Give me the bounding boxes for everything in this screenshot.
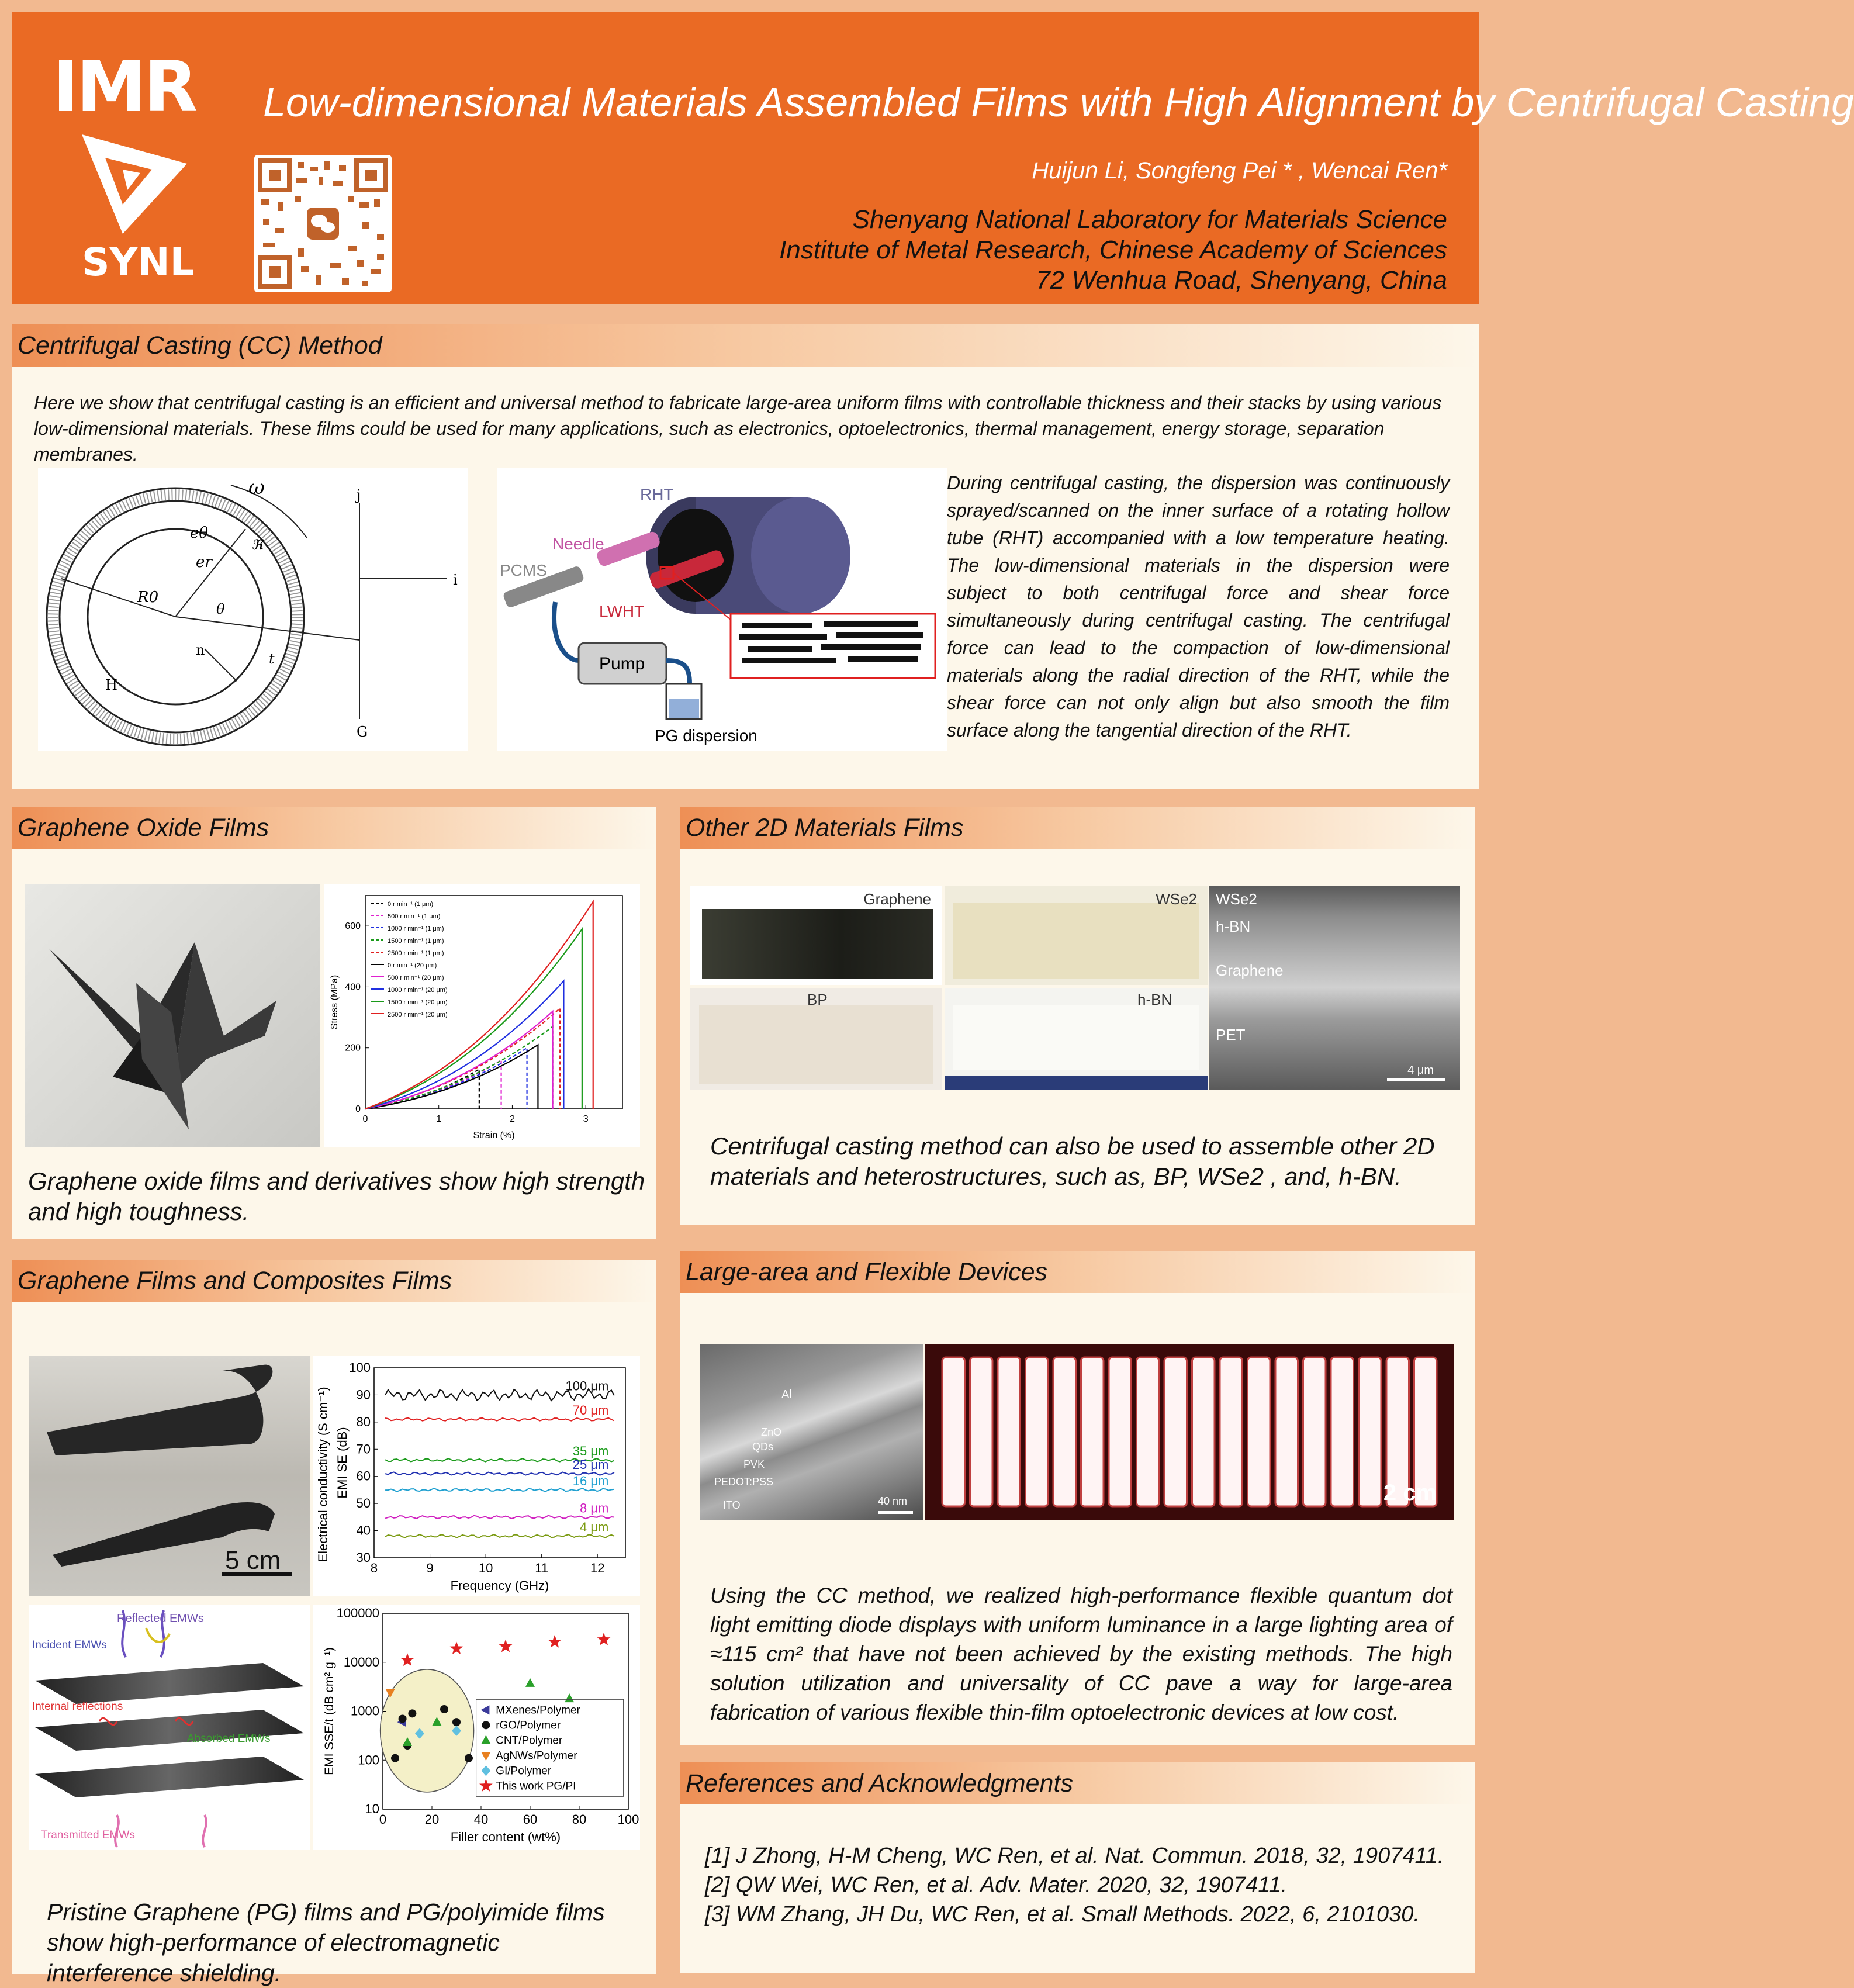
y-axis-label: EMI SSE/t (dB cm² g⁻¹) <box>323 1647 336 1775</box>
data-point <box>408 1709 416 1717</box>
data-point <box>401 1653 414 1666</box>
omega-label: ω <box>248 476 265 499</box>
light-emitting-stripe <box>1303 1357 1326 1506</box>
cc-setup-schematic <box>497 468 947 751</box>
legend-label: 0 r min⁻¹ (20 μm) <box>388 962 437 969</box>
light-emitting-stripe <box>998 1357 1021 1506</box>
light-emitting-stripe <box>1109 1357 1132 1506</box>
data-point <box>482 1721 490 1729</box>
photo-label: Graphene <box>863 890 931 908</box>
legend-label: 1000 r min⁻¹ (20 μm) <box>388 987 448 994</box>
y-axis-label-2: Electrical conductivity (S cm⁻¹) <box>316 1387 330 1562</box>
emw-label: Absorbed EMWs <box>187 1733 271 1745</box>
data-point <box>450 1641 464 1654</box>
tem-label: PVK <box>743 1458 765 1470</box>
r0-label: R0 <box>137 589 159 606</box>
y-tick-label: 80 <box>356 1414 371 1429</box>
tem-scale-bar <box>878 1511 913 1514</box>
y-tick-label: 30 <box>356 1550 371 1565</box>
x-tick-label: 10 <box>478 1561 493 1575</box>
lwht-label: LWHT <box>599 602 645 620</box>
graphene-film-photo <box>690 886 942 985</box>
emi-curve <box>385 1516 614 1519</box>
g-label: G <box>357 724 368 740</box>
n-label: n <box>196 642 205 658</box>
tem-label: PEDOT:PSS <box>714 1476 774 1488</box>
x-tick-label: 80 <box>572 1812 587 1827</box>
e-r-label: er <box>196 554 212 571</box>
sem-scale-label: 4 μm <box>1407 1064 1434 1077</box>
photo-label: BP <box>807 991 828 1008</box>
emi-se-chart <box>313 1356 640 1596</box>
hbn-film-photo <box>945 988 1208 1090</box>
display-scale-label: 2 cm <box>1383 1480 1437 1506</box>
x-tick-label: 12 <box>590 1561 605 1575</box>
emw-label: Incident EMWs <box>32 1639 107 1651</box>
graphene-films-panel <box>12 1260 656 1986</box>
series-label: 100 μm <box>565 1378 609 1394</box>
paper-crane-photo <box>25 884 320 1147</box>
y-tick-label: 100 <box>349 1360 371 1375</box>
y-tick-label: 200 <box>345 1043 361 1053</box>
series-label: 25 μm <box>572 1457 609 1472</box>
x-axis-label: Filler content (wt%) <box>450 1830 561 1844</box>
legend-label: 2500 r min⁻¹ (20 μm) <box>388 1011 448 1018</box>
r-script-label: ℜ <box>251 537 263 553</box>
t-label: t <box>269 651 275 667</box>
x-tick-label: 3 <box>583 1114 589 1124</box>
light-emitting-stripe <box>1331 1357 1354 1506</box>
light-emitting-stripe <box>1053 1357 1076 1506</box>
y-tick-label: 10000 <box>343 1654 379 1669</box>
y-tick-label: 10 <box>365 1802 379 1816</box>
legend-label: 2500 r min⁻¹ (1 μm) <box>388 950 444 957</box>
tem-label: Al <box>781 1388 792 1401</box>
wechat-qr-code[interactable] <box>254 155 392 292</box>
emw-label: Reflected EMWs <box>117 1612 204 1625</box>
data-point <box>565 1693 574 1702</box>
poster-title: Low-dimensional Materials Assembled Films with High Alignment by Centrifugal Casting <box>263 79 1854 125</box>
pump-label: Pump <box>599 654 645 673</box>
pcms-label: PCMS <box>500 561 547 579</box>
go-caption: Graphene oxide films and derivatives show high strength and high toughness. <box>28 1167 645 1225</box>
y-tick-label: 60 <box>356 1468 371 1484</box>
imr-logo: IMR <box>53 47 196 128</box>
photo-scale-label: 5 cm <box>225 1546 281 1575</box>
y-tick-label: 0 <box>355 1104 361 1114</box>
data-point <box>479 1779 493 1792</box>
data-point <box>525 1678 535 1687</box>
data-point <box>465 1754 473 1762</box>
legend-label: AgNWs/Polymer <box>496 1750 577 1762</box>
wse2-film-photo <box>945 886 1208 985</box>
emi-curve <box>385 1418 614 1421</box>
x-tick-label: 0 <box>379 1812 387 1827</box>
stress-strain-chart <box>324 884 640 1147</box>
x-tick-label: 9 <box>426 1561 434 1575</box>
affiliation-line: Institute of Metal Research, Chinese Academy of Sciences <box>779 236 1447 264</box>
tem-label: ITO <box>723 1499 741 1511</box>
devices-panel <box>680 1251 1475 1745</box>
sem-label: WSe2 <box>1216 890 1257 908</box>
stress-curve <box>365 1008 560 1109</box>
reference-item: [3] WM Zhang, JH Du, WC Ren, et al. Small Methods. 2022, 6, 2101030. <box>705 1902 1420 1927</box>
gf-caption: Pristine Graphene (PG) films and PG/polyimide films show high-performance of electromagnetic interference shielding. <box>47 1899 605 1986</box>
go-panel <box>12 807 656 1239</box>
sem-label: h-BN <box>1216 918 1251 935</box>
light-emitting-stripe <box>1137 1357 1160 1506</box>
x-tick-label: 60 <box>523 1812 538 1827</box>
series-label: 4 μm <box>579 1519 609 1534</box>
needle-label: Needle <box>552 535 604 553</box>
x-tick-label: 20 <box>424 1812 440 1827</box>
legend-label: CNT/Polymer <box>496 1734 563 1747</box>
light-emitting-stripe <box>1220 1357 1243 1506</box>
synl-logo-text: SYNL <box>82 240 195 285</box>
light-emitting-stripe <box>1248 1357 1271 1506</box>
other2d-caption: Centrifugal casting method can also be used to assemble other 2D materials and heterostructures, such as, BP, WSe2 , and, h-BN. <box>710 1132 1435 1190</box>
synl-triangle-logo <box>82 134 187 234</box>
light-emitting-stripe <box>1026 1357 1049 1506</box>
heterostructure-sem-image <box>1209 886 1460 1090</box>
x-tick-label: 0 <box>362 1114 368 1124</box>
x-axis-label: Strain (%) <box>473 1130 515 1140</box>
data-point <box>480 1705 489 1714</box>
emw-shielding-schematic <box>29 1605 310 1850</box>
data-point <box>481 1752 490 1761</box>
cc-method-panel <box>12 324 1479 789</box>
legend-label: 0 r min⁻¹ (1 μm) <box>388 901 434 908</box>
tem-label: ZnO <box>761 1426 782 1438</box>
emi-sse-scatter-chart <box>313 1605 640 1850</box>
data-point <box>452 1718 461 1726</box>
qled-display-photo <box>925 1344 1454 1520</box>
section-heading: Graphene Films and Composites Films <box>12 1260 656 1302</box>
light-emitting-stripe <box>1164 1357 1187 1506</box>
bp-film-photo <box>690 988 942 1090</box>
other2d-panel <box>680 807 1475 1225</box>
e-theta-label: eθ <box>190 524 209 542</box>
emw-label: Transmitted EMWs <box>41 1829 135 1841</box>
sem-scale-bar <box>1387 1078 1445 1081</box>
section-heading: Large-area and Flexible Devices <box>680 1251 1475 1293</box>
tem-cross-section-image <box>700 1344 923 1520</box>
series-label: 16 μm <box>572 1473 609 1488</box>
affiliation-line: 72 Wenhua Road, Shenyang, China <box>1036 266 1447 295</box>
sem-label: Graphene <box>1216 962 1284 979</box>
x-tick-label: 100 <box>617 1812 639 1827</box>
y-tick-label: 70 <box>356 1441 371 1457</box>
data-point <box>481 1765 490 1776</box>
x-tick-label: 40 <box>473 1812 489 1827</box>
data-point <box>499 1640 513 1652</box>
photo-label: WSe2 <box>1156 890 1197 908</box>
y-axis-label: EMI SE (dB) <box>335 1427 350 1499</box>
h-label: H <box>105 677 117 693</box>
cc-description: During centrifugal casting, the dispersion was continuously sprayed/scanned on the inner surface of a rotating hollow tube (RHT) accompanied with a low temperature heating. The low-dimensional materials in the dispersion were subject to both centrifugal force and shear force simultaneously during centrifugal casting. The centrifugal force can lead to the compaction of low-dimensional materials along the radial direction of the RHT, while the shear force can not only align but also smooth the film surface along the tangential direction of the RHT. <box>947 472 1450 741</box>
data-point <box>399 1714 407 1723</box>
y-tick-label: 600 <box>345 921 361 932</box>
reference-item: [1] J Zhong, H-M Cheng, WC Ren, et al. Nat. Commun. 2018, 32, 1907411. <box>705 1844 1444 1868</box>
cc-geometry-diagram <box>38 468 468 751</box>
j-label: j <box>357 487 361 503</box>
y-tick-label: 90 <box>356 1387 371 1402</box>
series-label: 35 μm <box>572 1443 609 1458</box>
x-tick-label: 2 <box>509 1114 515 1124</box>
x-tick-label: 11 <box>535 1561 549 1575</box>
legend-label: This work PG/PI <box>496 1780 576 1793</box>
photo-label: h-BN <box>1137 991 1172 1008</box>
data-point <box>481 1735 490 1744</box>
data-point <box>440 1705 448 1713</box>
y-tick-label: 100 <box>358 1752 379 1768</box>
legend-label: MXenes/Polymer <box>496 1704 580 1717</box>
emi-curve <box>385 1534 614 1537</box>
data-point <box>548 1635 562 1648</box>
legend-label: 1000 r min⁻¹ (1 μm) <box>388 925 444 932</box>
poster-header <box>12 12 1854 304</box>
y-tick-label: 1000 <box>351 1703 379 1719</box>
section-heading: Other 2D Materials Films <box>680 807 1475 849</box>
affiliation-line: Shenyang National Laboratory for Materials Science <box>852 205 1447 234</box>
legend-label: rGO/Polymer <box>496 1719 561 1732</box>
legend-label: 500 r min⁻¹ (1 μm) <box>388 913 441 920</box>
legend-label: GI/Polymer <box>496 1765 552 1778</box>
references-panel <box>680 1762 1475 1973</box>
legend-label: 1500 r min⁻¹ (20 μm) <box>388 999 448 1006</box>
x-tick-label: 8 <box>370 1561 378 1575</box>
affiliation <box>779 205 1447 296</box>
pg-dispersion-label: PG dispersion <box>655 727 757 745</box>
y-tick-label: 400 <box>345 982 361 993</box>
data-point <box>597 1633 611 1645</box>
flexible-film-photo <box>29 1356 310 1596</box>
light-emitting-stripe <box>970 1357 993 1506</box>
series-label: 8 μm <box>579 1500 609 1516</box>
tem-label: QDs <box>752 1441 773 1453</box>
theta-label: θ <box>216 601 225 617</box>
data-point <box>391 1754 399 1762</box>
devices-caption: Using the CC method, we realized high-performance flexible quantum dot light emitting diode displays with uniform luminance in a large lighting area of ≈115 cm² that have not been achieved by the existing methods. The high solution utilization and universality of CC pave a way for large-area fabrication of various flexible thin-film optoelectronic devices at low cost. <box>710 1584 1452 1724</box>
rht-label: RHT <box>640 485 674 503</box>
y-tick-label: 100000 <box>336 1606 379 1620</box>
light-emitting-stripe <box>1359 1357 1382 1506</box>
light-emitting-stripe <box>1081 1357 1104 1506</box>
light-emitting-stripe <box>1275 1357 1298 1506</box>
sem-label: PET <box>1216 1026 1246 1043</box>
y-axis-label: Stress (MPa) <box>330 974 340 1030</box>
x-axis-label: Frequency (GHz) <box>450 1578 549 1593</box>
legend-label: 500 r min⁻¹ (20 μm) <box>388 974 444 981</box>
emw-label: Internal reflections <box>32 1700 123 1713</box>
cc-intro: Here we show that centrifugal casting is an efficient and universal method to fabricate large-area uniform films with controllable thickness and their stacks by using various low-dimensional materials. These films could be used for many applications, such as electronics, optoelectronics, thermal management, energy storage, separation membranes. <box>34 392 1442 465</box>
x-tick-label: 1 <box>436 1114 442 1124</box>
i-label: i <box>453 572 458 588</box>
y-tick-label: 40 <box>356 1523 371 1538</box>
series-label: 70 μm <box>572 1403 609 1418</box>
section-heading: Graphene Oxide Films <box>12 807 656 849</box>
emi-curve <box>385 1488 614 1492</box>
section-heading: Centrifugal Casting (CC) Method <box>12 324 1479 367</box>
light-emitting-stripe <box>942 1357 965 1506</box>
light-emitting-stripe <box>1192 1357 1215 1506</box>
legend-label: 1500 r min⁻¹ (1 μm) <box>388 938 444 945</box>
section-heading: References and Acknowledgments <box>680 1762 1475 1804</box>
authors: Huijun Li, Songfeng Pei * , Wencai Ren* <box>1032 158 1447 184</box>
tem-scale-label: 40 nm <box>878 1495 908 1507</box>
y-tick-label: 50 <box>356 1496 371 1511</box>
reference-list <box>705 1841 1465 1929</box>
reference-item: [2] QW Wei, WC Ren, et al. Adv. Mater. 2020, 32, 1907411. <box>705 1873 1288 1897</box>
